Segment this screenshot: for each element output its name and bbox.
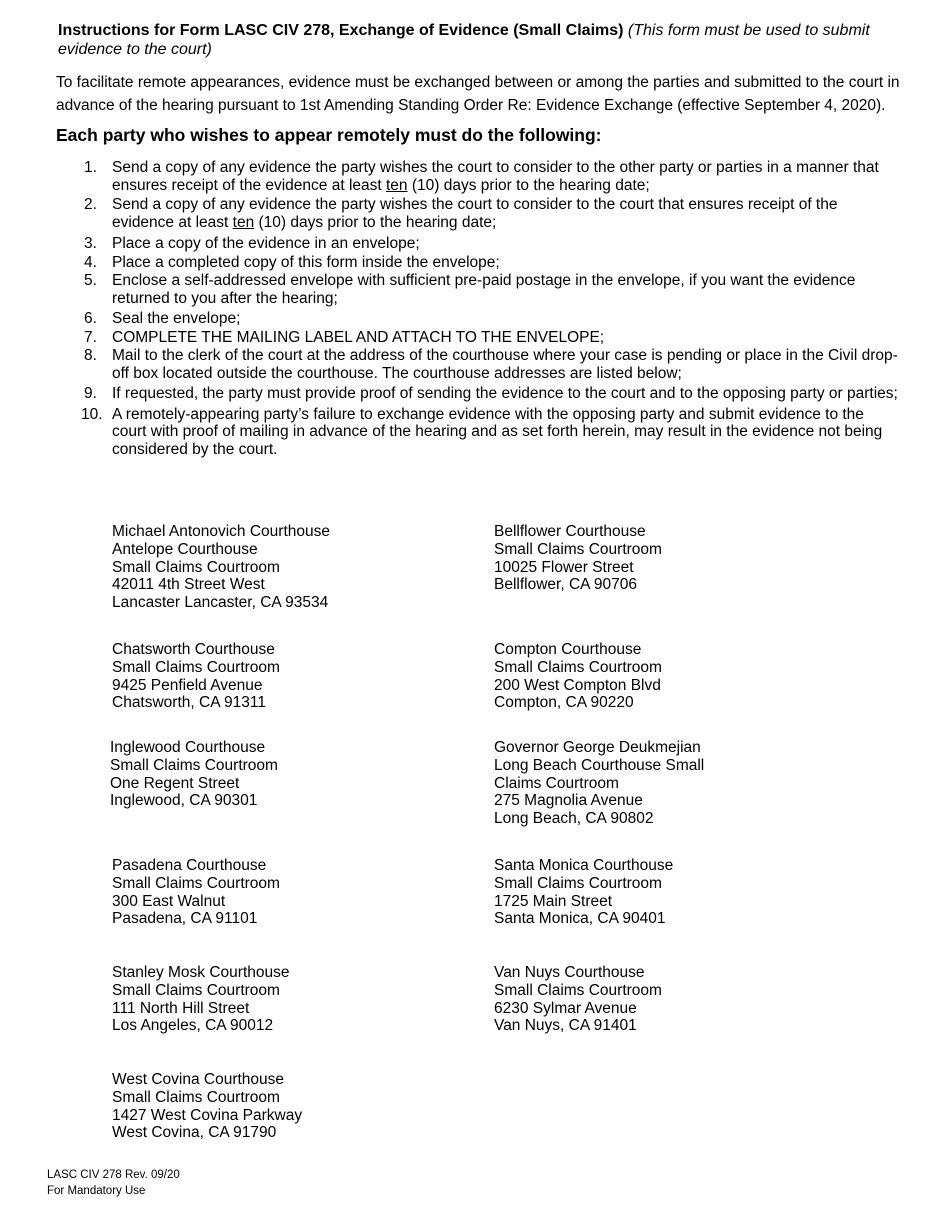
list-item: 7. COMPLETE THE MAILING LABEL AND ATTACH TO THE ENVELOPE; — [84, 328, 605, 346]
list-item: 4. Place a completed copy of this form inside the envelope; — [84, 253, 500, 271]
courthouse-address: Van Nuys Courthouse Small Claims Courtroom 6230 Sylmar Avenue Van Nuys, CA 91401 — [494, 964, 662, 1035]
list-number: 2. — [84, 196, 97, 213]
courthouse-address: West Covina Courthouse Small Claims Courtroom 1427 West Covina Parkway West Covina, CA 91790 — [112, 1071, 303, 1142]
form-revision: LASC CIV 278 Rev. 09/20 — [47, 1169, 180, 1181]
list-number: 1. — [84, 159, 97, 176]
instruction-list — [0, 159, 900, 459]
list-item: 8. Mail to the clerk of the court at the address of the courthouse where your case is pending or place in the Civil drop-off box located outside the courthouse. The courthouse addresses are listed below; — [84, 347, 898, 382]
form-use: For Mandatory Use — [47, 1185, 146, 1197]
list-item: 6. Seal the envelope; — [84, 310, 241, 327]
list-item: 10. A remotely-appearing party’s failure to exchange evidence with the opposing party and submit evidence to the court with proof of mailing in advance of the hearing and as set forth herein, may result in the evidence not being considered by the court. — [81, 405, 883, 458]
list-number: 4. — [84, 253, 97, 271]
list-number: 5. — [84, 272, 97, 289]
list-item: 2. Send a copy of any evidence the party wishes the court to consider to the court that ensures receipt of the evidence at least ten (10) days prior to the hearing date; — [84, 196, 838, 231]
courthouse-address: Chatsworth Courthouse Small Claims Courtroom 9425 Penfield Avenue Chatsworth, CA 91311 — [112, 641, 280, 712]
title-italic: (This form must be used to submit evidence to the court) — [58, 22, 870, 58]
courthouse-address: Compton Courthouse Small Claims Courtroom 200 West Compton Blvd Compton, CA 90220 — [494, 641, 662, 712]
courthouse-address: Santa Monica Courthouse Small Claims Courtroom 1725 Main Street Santa Monica, CA 90401 — [494, 857, 674, 928]
list-number: 3. — [84, 235, 97, 252]
list-item: 5. Enclose a self-addressed envelope with sufficient pre-paid postage in the envelope, if you want the evidence returned to you after the hearing; — [84, 272, 856, 307]
list-number: 9. — [84, 385, 97, 402]
list-item: 3. Place a copy of the evidence in an envelope; — [84, 235, 420, 252]
list-number: 7. — [84, 328, 97, 346]
courthouse-address: Inglewood Courthouse Small Claims Courtroom One Regent Street Inglewood, CA 90301 — [110, 739, 278, 810]
list-number: 8. — [84, 347, 97, 364]
courthouse-address: Bellflower Courthouse Small Claims Courtroom 10025 Flower Street Bellflower, CA 90706 — [494, 523, 662, 594]
list-item: 9. If requested, the party must provide proof of sending the evidence to the court and to the opposing party or parties; — [84, 385, 898, 402]
section-heading: Each party who wishes to appear remotely must do the following: — [56, 125, 602, 145]
list-item: 1. Send a copy of any evidence the party wishes the court to consider to the other party or parties in a manner that ensures receipt of the evidence at least ten (10) days prior to the hearing date; — [84, 159, 879, 194]
intro-paragraph: To facilitate remote appearances, evidence must be exchanged between or among the parties and submitted to the court in advance of the hearing pursuant to 1st Amending Standing Order Re: Evidence Exchange (effective September 4, 2020). — [56, 74, 900, 114]
courthouse-address: Governor George Deukmejian Long Beach Courthouse Small Claims Courtroom 275 Magnolia Avenue Long Beach, CA 90802 — [494, 739, 705, 828]
courthouse-address: Michael Antonovich Courthouse Antelope Courthouse Small Claims Courtroom 42011 4th Street West Lancaster Lancaster, CA 93534 — [112, 523, 330, 612]
courthouse-address: Stanley Mosk Courthouse Small Claims Courtroom 111 North Hill Street Los Angeles, CA 90012 — [112, 964, 290, 1035]
title-bold: Instructions for Form LASC CIV 278, Exchange of Evidence (Small Claims) — [58, 22, 624, 39]
list-number: 6. — [84, 310, 97, 327]
list-number: 10. — [81, 405, 103, 423]
form-footer — [47, 1167, 180, 1199]
form-instructions-title — [58, 21, 878, 59]
courthouse-address: Pasadena Courthouse Small Claims Courtroom 300 East Walnut Pasadena, CA 91101 — [112, 857, 280, 928]
